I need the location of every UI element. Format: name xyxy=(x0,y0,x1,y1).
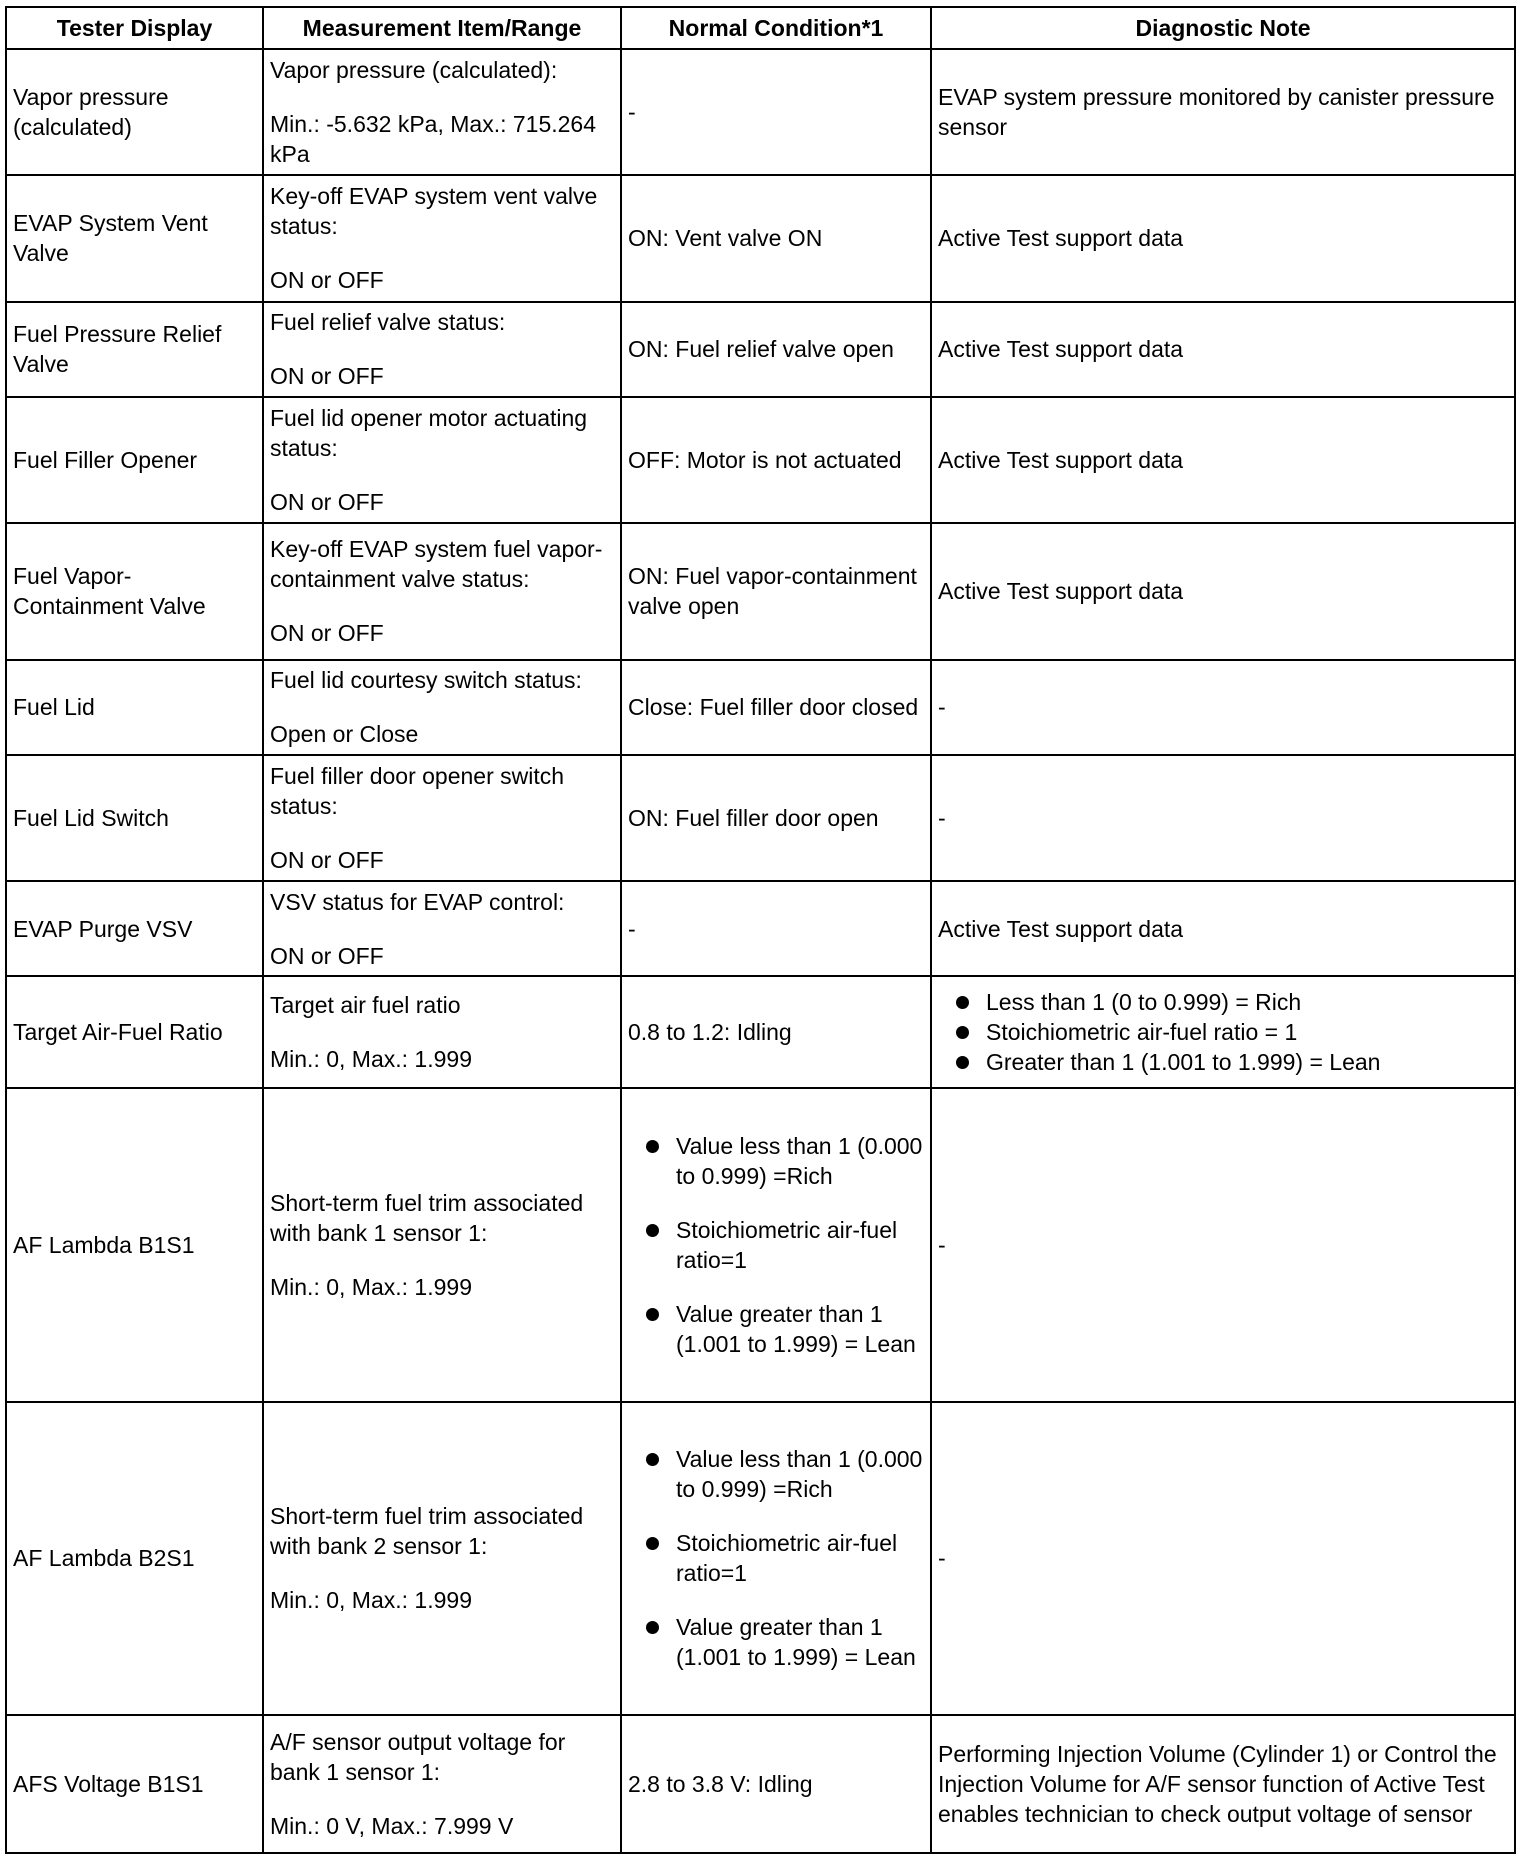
table-row xyxy=(6,755,1515,881)
list-item: Stoichiometric air-fuel ratio = 1 xyxy=(938,1017,1508,1047)
measurement-item-cell xyxy=(263,175,621,301)
diagnostic-note-cell: Active Test support data xyxy=(931,881,1515,976)
normal-condition-cell: - xyxy=(621,49,931,175)
normal-condition-cell xyxy=(621,1088,931,1402)
tester-display-cell: AF Lambda B2S1 xyxy=(6,1402,263,1716)
normal-condition-cell: 0.8 to 1.2: Idling xyxy=(621,976,931,1088)
list-item: Value greater than 1 (1.001 to 1.999) = Lean xyxy=(628,1612,924,1672)
table-row xyxy=(6,49,1515,175)
list-item: Value greater than 1 (1.001 to 1.999) = Lean xyxy=(628,1299,924,1359)
item-description: A/F sensor output voltage for bank 1 sensor 1: xyxy=(270,1729,566,1786)
diagnostic-note-cell: EVAP system pressure monitored by canister pressure sensor xyxy=(931,49,1515,175)
data-list-sheet xyxy=(5,6,1514,1854)
tester-display-cell: Fuel Lid xyxy=(6,660,263,755)
item-description: Fuel relief valve status: xyxy=(270,309,506,336)
item-range: ON or OFF xyxy=(270,620,384,647)
measurement-item-cell xyxy=(263,523,621,660)
measurement-item-cell xyxy=(263,660,621,755)
item-description: Short-term fuel trim associated with bank 1 sensor 1: xyxy=(270,1189,584,1246)
list-item: Stoichiometric air-fuel ratio=1 xyxy=(628,1528,924,1588)
item-range: ON or OFF xyxy=(270,488,384,515)
diagnostic-note-cell: - xyxy=(931,1402,1515,1716)
diagnostic-note-cell: Active Test support data xyxy=(931,523,1515,660)
item-description: Vapor pressure (calculated): xyxy=(270,57,558,84)
header-normal-condition: Normal Condition*1 xyxy=(621,7,931,49)
normal-condition-cell: 2.8 to 3.8 V: Idling xyxy=(621,1715,931,1853)
table-row xyxy=(6,976,1515,1088)
normal-condition-cell: ON: Fuel filler door open xyxy=(621,755,931,881)
item-description: Fuel lid opener motor actuating status: xyxy=(270,404,588,461)
diagnostic-note-cell: - xyxy=(931,660,1515,755)
measurement-item-cell xyxy=(263,1088,621,1402)
tester-display-cell: Fuel Filler Opener xyxy=(6,397,263,523)
normal-condition-list xyxy=(628,1444,924,1672)
header-measurement-item: Measurement Item/Range xyxy=(263,7,621,49)
list-item: Stoichiometric air-fuel ratio=1 xyxy=(628,1215,924,1275)
tester-display-cell: Target Air-Fuel Ratio xyxy=(6,976,263,1088)
measurement-item-cell xyxy=(263,49,621,175)
table-row xyxy=(6,175,1515,301)
normal-condition-list xyxy=(628,1131,924,1359)
list-item: Value less than 1 (0.000 to 0.999) =Rich xyxy=(628,1131,924,1191)
item-range: ON or OFF xyxy=(270,363,384,390)
item-range: ON or OFF xyxy=(270,267,384,294)
tester-display-cell: EVAP System Vent Valve xyxy=(6,175,263,301)
tester-display-cell: Fuel Vapor-Containment Valve xyxy=(6,523,263,660)
table-row xyxy=(6,302,1515,397)
diagnostic-note-cell: Performing Injection Volume (Cylinder 1) or Control the Injection Volume for A/F sensor function of Active Test enables technician to check output voltage of sensor xyxy=(931,1715,1515,1853)
item-description: Key-off EVAP system fuel vapor-containment valve status: xyxy=(270,536,603,593)
diagnostic-note-cell xyxy=(931,976,1515,1088)
measurement-item-cell xyxy=(263,1715,621,1853)
item-range: ON or OFF xyxy=(270,942,384,969)
normal-condition-cell xyxy=(621,1402,931,1716)
table-row xyxy=(6,397,1515,523)
table-row xyxy=(6,660,1515,755)
item-description: Fuel filler door opener switch status: xyxy=(270,762,565,819)
tester-display-cell: AFS Voltage B1S1 xyxy=(6,1715,263,1853)
normal-condition-cell: ON: Vent valve ON xyxy=(621,175,931,301)
diagnostic-note-cell: Active Test support data xyxy=(931,175,1515,301)
normal-condition-cell: Close: Fuel filler door closed xyxy=(621,660,931,755)
item-range: Open or Close xyxy=(270,721,419,748)
diagnostic-note-cell: - xyxy=(931,1088,1515,1402)
item-description: Key-off EVAP system vent valve status: xyxy=(270,183,598,240)
normal-condition-cell: - xyxy=(621,881,931,976)
item-range: Min.: -5.632 kPa, Max.: 715.264 kPa xyxy=(270,111,597,168)
header-tester-display: Tester Display xyxy=(6,7,263,49)
tester-display-cell: EVAP Purge VSV xyxy=(6,881,263,976)
item-description: VSV status for EVAP control: xyxy=(270,888,565,915)
measurement-item-cell xyxy=(263,1402,621,1716)
diagnostic-note-cell: Active Test support data xyxy=(931,397,1515,523)
item-range: ON or OFF xyxy=(270,846,384,873)
table-row xyxy=(6,1402,1515,1716)
list-item: Less than 1 (0 to 0.999) = Rich xyxy=(938,987,1508,1017)
table-row xyxy=(6,1715,1515,1853)
item-range: Min.: 0, Max.: 1.999 xyxy=(270,1587,472,1614)
header-diagnostic-note: Diagnostic Note xyxy=(931,7,1515,49)
item-range: Min.: 0, Max.: 1.999 xyxy=(270,1046,472,1073)
measurement-item-cell xyxy=(263,881,621,976)
list-item: Greater than 1 (1.001 to 1.999) = Lean xyxy=(938,1047,1508,1077)
measurement-item-cell xyxy=(263,976,621,1088)
header-row xyxy=(6,7,1515,49)
tester-display-cell: Fuel Lid Switch xyxy=(6,755,263,881)
normal-condition-cell: ON: Fuel vapor-containment valve open xyxy=(621,523,931,660)
data-list-table xyxy=(5,6,1516,1854)
table-row xyxy=(6,523,1515,660)
item-description: Target air fuel ratio xyxy=(270,992,461,1019)
diagnostic-note-cell: - xyxy=(931,755,1515,881)
measurement-item-cell xyxy=(263,397,621,523)
item-range: Min.: 0, Max.: 1.999 xyxy=(270,1273,472,1300)
item-description: Fuel lid courtesy switch status: xyxy=(270,667,582,694)
tester-display-cell: AF Lambda B1S1 xyxy=(6,1088,263,1402)
diagnostic-note-cell: Active Test support data xyxy=(931,302,1515,397)
measurement-item-cell xyxy=(263,302,621,397)
tester-display-cell: Vapor pressure (calculated) xyxy=(6,49,263,175)
normal-condition-cell: OFF: Motor is not actuated xyxy=(621,397,931,523)
list-item: Value less than 1 (0.000 to 0.999) =Rich xyxy=(628,1444,924,1504)
table-row xyxy=(6,881,1515,976)
diagnostic-note-list xyxy=(938,987,1508,1077)
normal-condition-cell: ON: Fuel relief valve open xyxy=(621,302,931,397)
tester-display-cell: Fuel Pressure Relief Valve xyxy=(6,302,263,397)
item-description: Short-term fuel trim associated with bank 2 sensor 1: xyxy=(270,1503,584,1560)
table-row xyxy=(6,1088,1515,1402)
item-range: Min.: 0 V, Max.: 7.999 V xyxy=(270,1813,514,1840)
measurement-item-cell xyxy=(263,755,621,881)
